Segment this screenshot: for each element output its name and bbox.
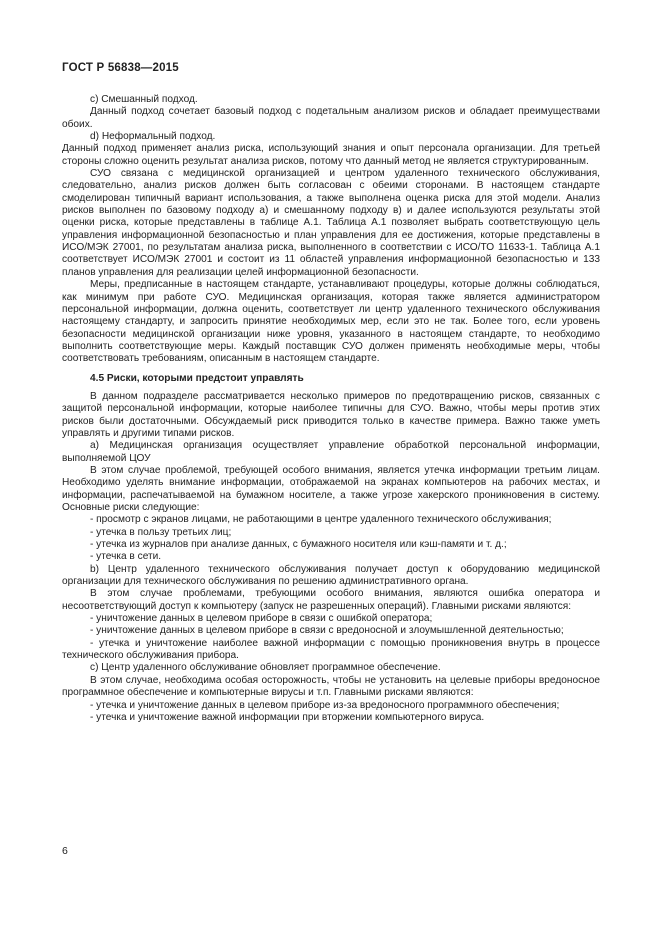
list-item: - утечка и уничтожение данных в целевом приборе из-за вредоносного программного обеспечения; [90,699,560,711]
paragraph: В этом случае, необходима особая осторожность, чтобы не установить на целевые приборы вредоносное программное обеспечение и компьютерные вирусы и т.п. Главными рисками являются: [62,674,600,699]
paragraph: с) Центр удаленного обслуживание обновляет программное обеспечение. [90,662,441,674]
list-item: - уничтожение данных в целевом приборе в связи с вредоносной и злоумышленной деятельностью; [90,625,564,637]
paragraph: Данный подход сочетает базовый подход с подетальным анализом рисков и обладает преимуществами обоих. [62,106,600,130]
list-item: - утечка в пользу третьих лиц; [90,526,232,538]
paragraph: а) Медицинская организация осуществляет управление обработкой персональной информации, выполняемой ЦОУ [62,440,600,464]
document-header: ГОСТ Р 56838—2015 [62,62,179,74]
paragraph: СУО связана с медицинской организацией и центром удаленного технического обслуживания, следовательно, анализ рисков должен быть согласован с обеими сторонами. В настоящем стандарте смоделирован типичный вариант использования, а также выполнена оценка риска для этой модели. Анализ рисков выполнен по базовому подходу а) и смешанному подходу в) и далее используются результаты этой оценки риска, которые представлены в таблице А.1. Таблица А.1 позволяет выбрать соответствующую цель управления информационной безопасностью и план управления для ее достижения, которые представлены в ИСО/МЭК 27001, по результатам анализа риска, выполненного в соответствии с ИСО/ТО 11633-1. Таблица А.1 соответствует ИСО/МЭК 27001 и состоит из 11 областей управления информационной безопасностью и 133 планов управления для реализации целей информационной безопасности. [62,168,600,278]
paragraph: Меры, предписанные в настоящем стандарте, устанавливают процедуры, которые должны соблюдаться, как минимум при работе СУО. Медицинская организация, которая также является администратором персональной информации, должна оценить, соответствует ли центр удаленного технического обслуживания настоящему стандарту, и запросить принятие необходимых мер, если это не так. Более того, если уровень безопасности медицинской организации ниже уровня, указанного в настоящем стандарте, то необходимо выполнить соответствующие меры. Каждый поставщик СУО должен применять необходимые меры, чтобы соответствовать требованиям, описанным в настоящем стандарте. [62,279,600,365]
page-number: 6 [62,845,68,857]
list-item: - уничтожение данных в целевом приборе в связи с ошибкой оператора; [90,613,433,625]
paragraph: В этом случае проблемами, требующими особого внимания, являются ошибка оператора и несоответствующий доступ к компьютеру (запуск не разрешенных операций). Главными рисками являются: [62,588,600,612]
list-item: - утечка в сети. [90,551,162,563]
paragraph: В данном подразделе рассматривается несколько примеров по предотвращению рисков, связанных с защитой персональной информации, которые наиболее типичны для СУО. Важно, чтобы меры против этих рисков были достаточными. Обсуждаемый риск приводится только в качестве примера. Важно также уметь управлять и другими типами рисков. [62,390,600,439]
page-body [62,94,600,724]
list-item: - утечка из журналов при анализе данных, с бумажного носителя или кэш-памяти и т. д.; [90,539,507,551]
list-item: - утечка и уничтожение важной информации при вторжении компьютерного вируса. [90,711,485,723]
section-heading: 4.5 Риски, которыми предстоит управлять [90,372,304,384]
paragraph: с) Смешанный подход. [90,94,198,105]
paragraph: b) Центр удаленного технического обслуживания получает доступ к оборудованию медицинской организации для технического обслуживания по решению административного органа. [62,563,600,588]
paragraph: d) Неформальный подход. [90,131,216,143]
list-item: - утечка и уничтожение наиболее важной информации с помощью проникновения внутрь в процессе технического обслуживания прибора. [62,637,600,662]
paragraph: В этом случае проблемой, требующей особого внимания, является утечка информации третьим лицам. Необходимо уделять внимание информации, отображаемой на экранах компьютеров на рабочих местах, и информации, распечатываемой на бумажном носителе, а также угрозе хакерского проникновения в систему. Основные риски следующие: [62,464,600,513]
paragraph: Данный подход применяет анализ риска, использующий знания и опыт персонала организации. Для третьей стороны сложно оценить результат анализа рисков, потому что данный метод не является структурированным. [62,143,600,167]
list-item: - просмотр с экранов лицами, не работающими в центре удаленного технического обслуживания; [90,514,552,526]
